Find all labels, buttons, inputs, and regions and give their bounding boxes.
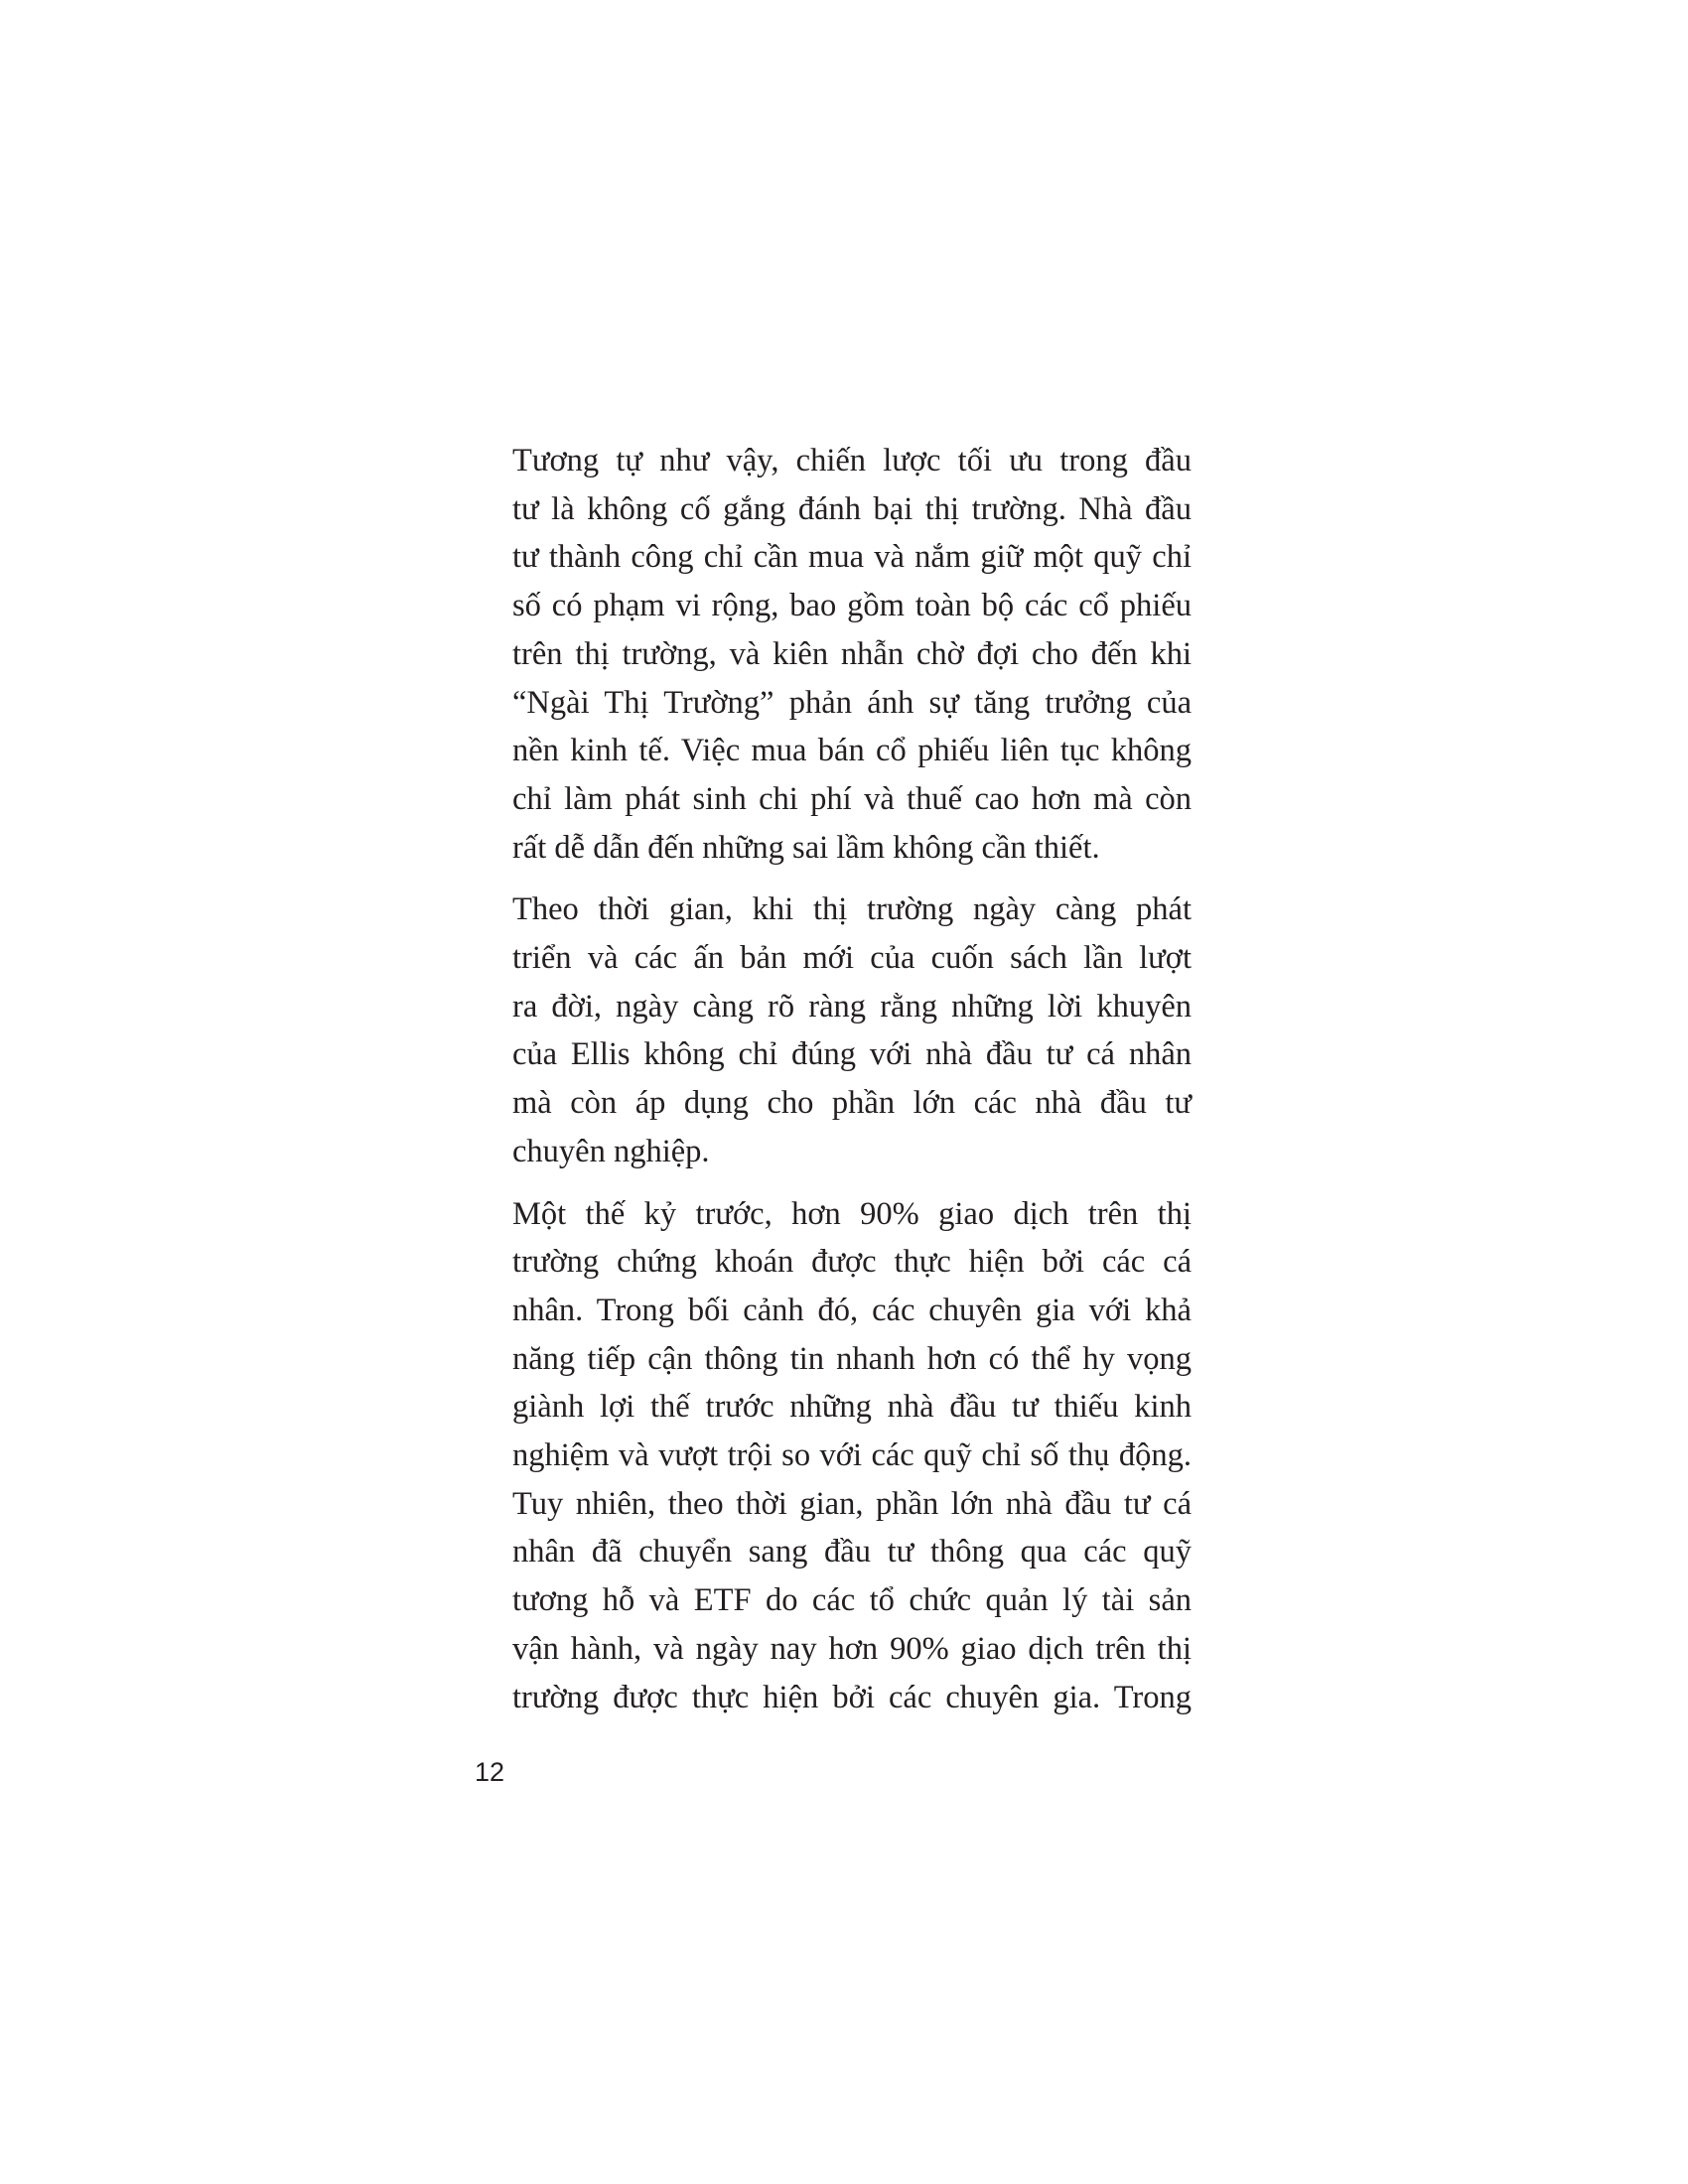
text-line: Tương tự như vậy, chiến lược tối ưu trong đầu xyxy=(512,443,1192,478)
text-line: giành lợi thế trước những nhà đầu tư thiếu kinh xyxy=(512,1389,1192,1426)
text-line: triển và các ấn bản mới của cuốn sách lần lượt xyxy=(512,940,1192,977)
text-line: Theo thời gian, khi thị trường ngày càng phát xyxy=(512,891,1192,928)
text-line: nhân. Trong bối cảnh đó, các chuyên gia với khả xyxy=(512,1292,1192,1328)
text-line: nghiệm và vượt trội so với các quỹ chỉ số thụ động. xyxy=(512,1437,1192,1474)
paragraph-1 xyxy=(475,437,1192,872)
paragraph-3 xyxy=(475,1190,1192,1722)
text-line: tương hỗ và ETF do các tổ chức quản lý tài sản xyxy=(512,1582,1192,1619)
text-line: nhân đã chuyển sang đầu tư thông qua các quỹ xyxy=(512,1534,1192,1570)
text-line: của Ellis không chỉ đúng với nhà đầu tư cá nhân xyxy=(512,1036,1192,1073)
text-line: Một thế kỷ trước, hơn 90% giao dịch trên thị xyxy=(512,1195,1192,1232)
text-line: chuyên nghiệp. xyxy=(512,1133,710,1169)
text-line: chỉ làm phát sinh chi phí và thuế cao hơn mà còn xyxy=(512,780,1192,817)
text-line: trường được thực hiện bởi các chuyên gia. Trong xyxy=(512,1679,1192,1715)
paragraph-2 xyxy=(475,886,1192,1175)
text-line: rất dễ dẫn đến những sai lầm không cần thiết. xyxy=(512,829,1100,866)
text-line: Tuy nhiên, theo thời gian, phần lớn nhà đầu tư cá xyxy=(512,1485,1192,1522)
text-line: nền kinh tế. Việc mua bán cổ phiếu liên tục không xyxy=(512,733,1192,769)
page-number: 12 xyxy=(475,1757,505,1787)
text-line: trên thị trường, và kiên nhẫn chờ đợi cho đến khi xyxy=(512,635,1192,672)
text-line: trường chứng khoán được thực hiện bởi các cá xyxy=(512,1244,1192,1281)
text-line: vận hành, và ngày nay hơn 90% giao dịch trên thị xyxy=(512,1630,1192,1667)
text-line: tư là không cố gắng đánh bại thị trường. Nhà đầu xyxy=(512,490,1192,527)
body-text xyxy=(475,437,1192,1721)
text-line: tư thành công chỉ cần mua và nắm giữ một quỹ chỉ xyxy=(512,539,1192,576)
text-line: năng tiếp cận thông tin nhanh hơn có thể hy vọng xyxy=(512,1340,1192,1377)
text-line: “Ngài Thị Trường” phản ánh sự tăng trưởng của xyxy=(512,684,1192,721)
text-line: ra đời, ngày càng rõ ràng rằng những lời khuyên xyxy=(512,988,1192,1024)
text-line: số có phạm vi rộng, bao gồm toàn bộ các cổ phiếu xyxy=(512,588,1192,624)
text-line: mà còn áp dụng cho phần lớn các nhà đầu tư xyxy=(512,1085,1192,1122)
